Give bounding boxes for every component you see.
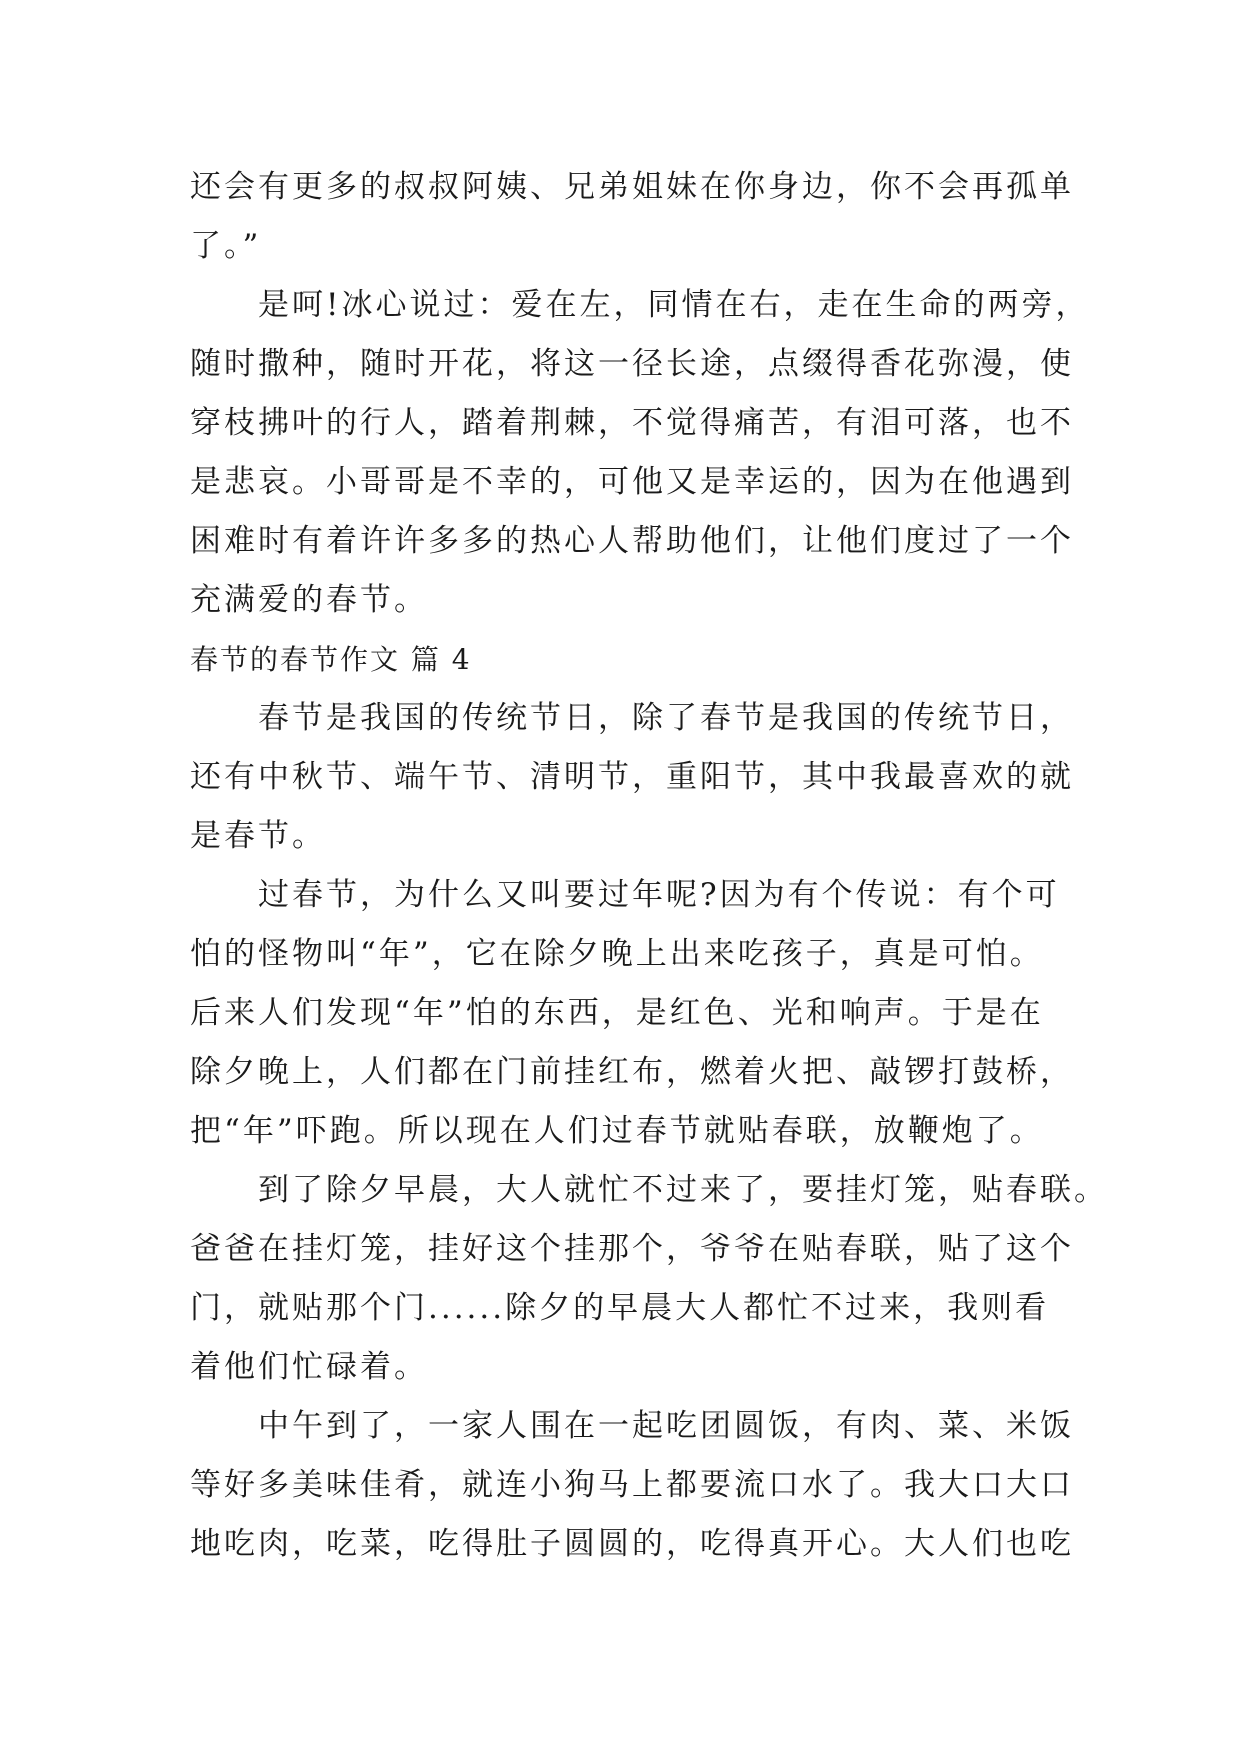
text-line: 了。” [190, 228, 262, 264]
text-line: 后来人们发现“年”怕的东西，是红色、光和响声。于是在 [190, 995, 1044, 1031]
text-line: 还会有更多的叔叔阿姨、兄弟姐妹在你身边，你不会再孤单 [190, 169, 1074, 205]
paragraph-love [190, 276, 1090, 630]
text-line: 等好多美味佳肴，就连小狗马上都要流口水了。我大口大口 [190, 1467, 1074, 1503]
section-title: 春节的春节作文 篇 4 [190, 643, 472, 676]
paragraph-noon [190, 1397, 1074, 1574]
text-line: 地吃肉，吃菜，吃得肚子圆圆的，吃得真开心。大人们也吃 [190, 1526, 1074, 1562]
text-line: 是春节。 [190, 818, 326, 854]
text-line: 春节是我国的传统节日，除了春节是我国的传统节日， [258, 700, 1074, 736]
text-line: 除夕晚上，人们都在门前挂红布，燃着火把、敲锣打鼓桥， [190, 1054, 1074, 1090]
text-line: 困难时有着许许多多的热心人帮助他们，让他们度过了一个 [190, 523, 1074, 559]
text-line: 穿枝拂叶的行人，踏着荆棘，不觉得痛苦，有泪可落，也不 [190, 405, 1074, 441]
text-line: 充满爱的春节。 [190, 582, 428, 618]
text-line: 是悲哀。小哥哥是不幸的，可他又是幸运的，因为在他遇到 [190, 464, 1074, 500]
text-line: 是呵!冰心说过：爱在左，同情在右，走在生命的两旁， [258, 287, 1090, 323]
text-line: 门，就贴那个门......除夕的早晨大人都忙不过来，我则看 [190, 1290, 1050, 1326]
paragraph-morning [190, 1161, 1108, 1397]
paragraph-legend [190, 866, 1074, 1161]
text-line: 把“年”吓跑。所以现在人们过春节就贴春联，放鞭炮了。 [190, 1113, 1044, 1149]
text-line: 随时撒种，随时开花，将这一径长途，点缀得香花弥漫，使 [190, 346, 1074, 382]
text-line: 爸爸在挂灯笼，挂好这个挂那个，爷爷在贴春联，贴了这个 [190, 1231, 1074, 1267]
paragraph-continuation [190, 158, 1074, 276]
text-line: 过春节，为什么又叫要过年呢?因为有个传说：有个可 [258, 877, 1060, 913]
text-line: 中午到了，一家人围在一起吃团圆饭，有肉、菜、米饭 [258, 1408, 1074, 1444]
text-line: 着他们忙碌着。 [190, 1349, 428, 1385]
paragraph-intro [190, 689, 1074, 866]
document-body [190, 158, 1108, 1574]
text-line: 还有中秋节、端午节、清明节，重阳节，其中我最喜欢的就 [190, 759, 1074, 795]
text-line: 到了除夕早晨，大人就忙不过来了，要挂灯笼，贴春联。 [258, 1172, 1108, 1208]
text-line: 怕的怪物叫“年”，它在除夕晚上出来吃孩子，真是可怕。 [190, 936, 1044, 972]
